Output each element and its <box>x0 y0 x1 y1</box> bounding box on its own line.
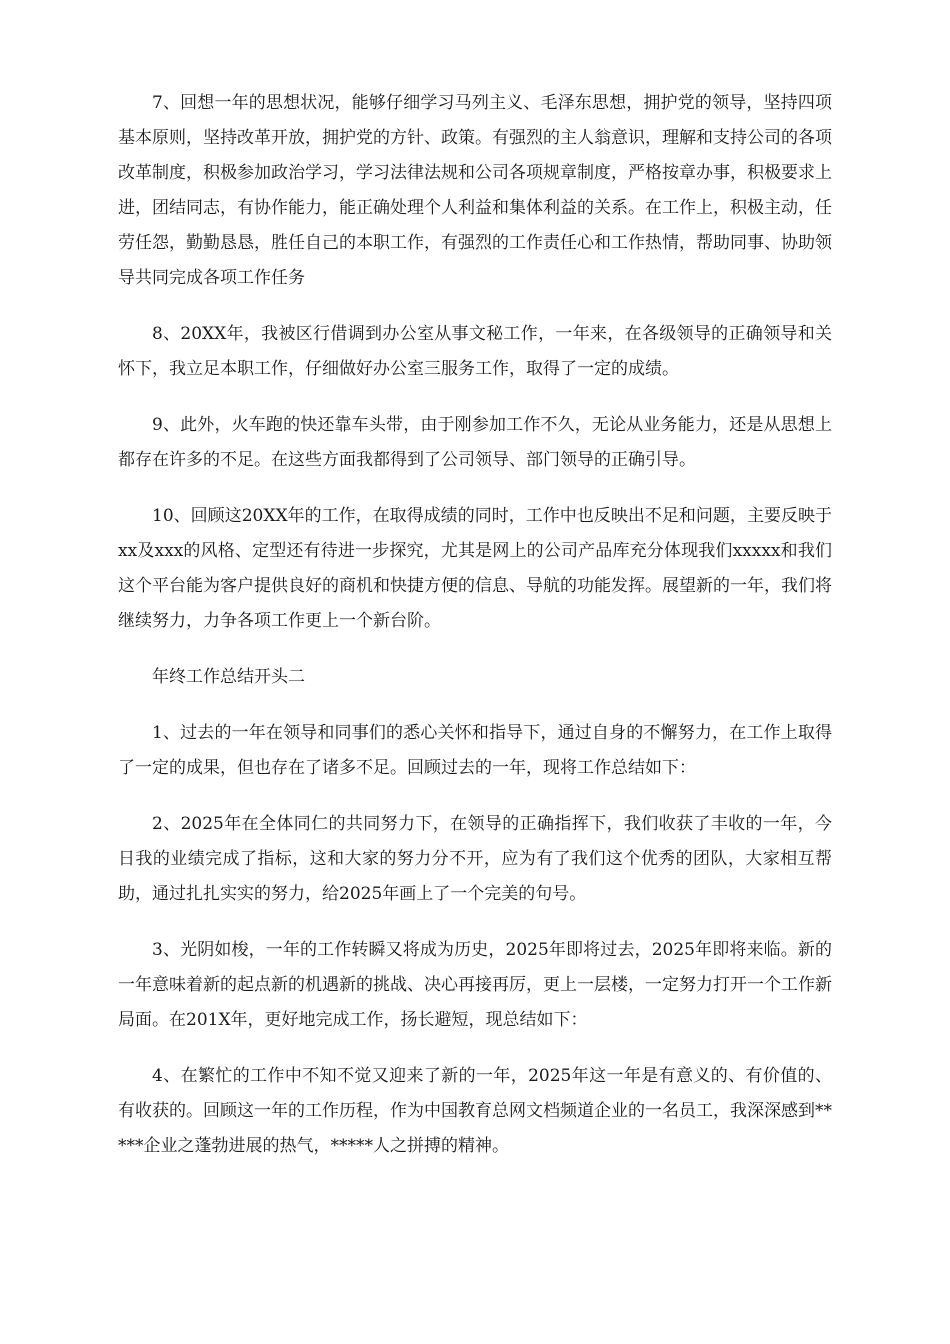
document-body <box>118 86 832 1185</box>
paragraph-3: 3、光阴如梭，一年的工作转瞬又将成为历史，2025年即将过去，2025年即将来临。新的一年意味着新的起点新的机遇新的挑战、决心再接再厉，更上一层楼，一定努力打开一个工作新局面。在201X年，更好地完成工作，扬长避短，现总结如下： <box>118 940 832 1030</box>
paragraph-1: 1、过去的一年在领导和同事们的悉心关怀和指导下，通过自身的不懈努力，在工作上取得了一定的成果，但也存在了诸多不足。回顾过去的一年，现将工作总结如下： <box>118 723 832 778</box>
paragraph-2: 2、2025年在全体同仁的共同努力下，在领导的正确指挥下，我们收获了丰收的一年，今日我的业绩完成了指标，这和大家的努力分不开，应为有了我们这个优秀的团队，大家相互帮助，通过扎扎实实的努力，给2025年画上了一个完美的句号。 <box>118 814 832 904</box>
section-heading: 年终工作总结开头二 <box>152 667 305 687</box>
paragraph-10: 10、回顾这20XX年的工作，在取得成绩的同时，工作中也反映出不足和问题，主要反映于xx及xxx的风格、定型还有待进一步探究，尤其是网上的公司产品库充分体现我们xxxxx和我们这个平台能为客户提供良好的商机和快捷方便的信息、导航的功能发挥。展望新的一年，我们将继续努力，力争各项工作更上一个新台阶。 <box>118 506 832 631</box>
paragraph-9: 9、此外，火车跑的快还靠车头带，由于刚参加工作不久，无论从业务能力，还是从思想上都存在许多的不足。在这些方面我都得到了公司领导、部门领导的正确引导。 <box>118 415 832 470</box>
paragraph-7: 7、回想一年的思想状况，能够仔细学习马列主义、毛泽东思想，拥护党的领导，坚持四项基本原则，坚持改革开放，拥护党的方针、政策。有强烈的主人翁意识，理解和支持公司的各项改革制度，积极参加政治学习，学习法律法规和公司各项规章制度，严格按章办事，积极要求上进，团结同志，有协作能力，能正确处理个人利益和集体利益的关系。在工作上，积极主动，任劳任怨，勤勤恳恳，胜任自己的本职工作，有强烈的工作责任心和工作热情，帮助同事、协助领导共同完成各项工作任务 <box>118 93 832 288</box>
paragraph-4: 4、在繁忙的工作中不知不觉又迎来了新的一年，2025年这一年是有意义的、有价值的、有收获的。回顾这一年的工作历程，作为中国教育总网文档频道企业的一名员工，我深深感到*****企业之蓬勃进展的热气，*****人之拼搏的精神。 <box>118 1066 832 1156</box>
paragraph-8: 8、20XX年，我被区行借调到办公室从事文秘工作，一年来，在各级领导的正确领导和关怀下，我立足本职工作，仔细做好办公室三服务工作，取得了一定的成绩。 <box>118 324 832 379</box>
